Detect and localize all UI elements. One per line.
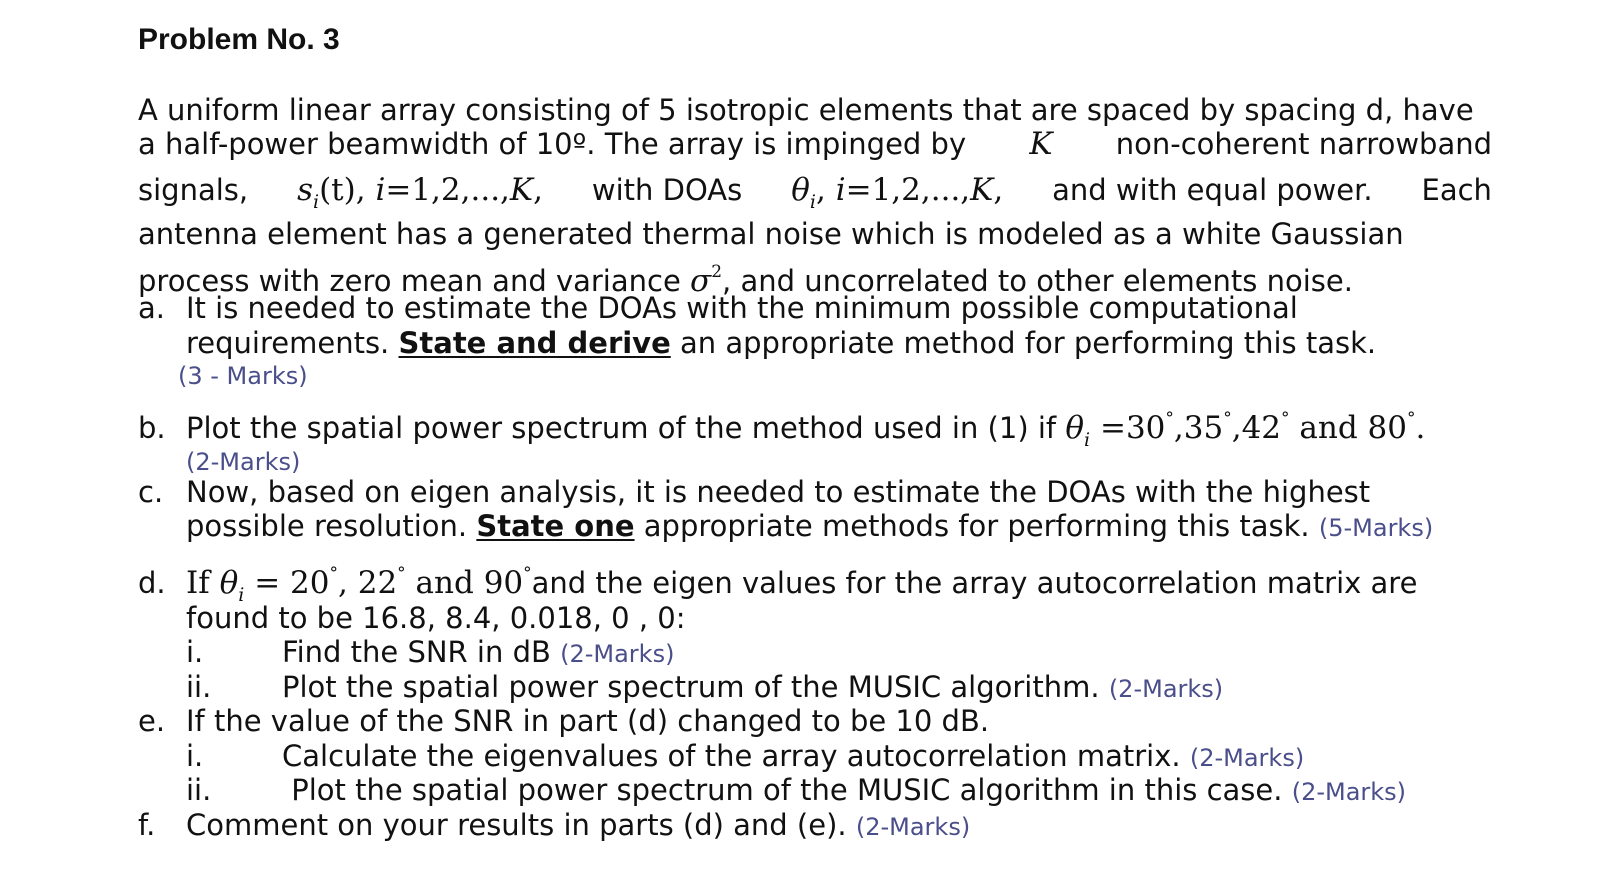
- part-e-item-1-marks: (2-Marks): [1189, 744, 1305, 772]
- intro-text-3d: Each: [1421, 173, 1492, 207]
- intro-text-2b: non-coherent narrowband: [1115, 127, 1492, 161]
- part-d-line-2: found to be 16.8, 8.4, 0.018, 0 , 0:: [186, 601, 686, 635]
- part-b-text: Plot the spatial power spectrum of the method used in (1) if: [186, 411, 1057, 445]
- part-a-line-1: [186, 290, 1492, 326]
- intro-line-3: [138, 172, 1492, 220]
- part-f-line: [138, 807, 970, 845]
- part-e-text: If the value of the SNR in part (d) changed to be 10 dB.: [186, 704, 990, 738]
- part-a-text-1: It is needed to estimate the DOAs with the minimum possible computational: [186, 291, 1298, 325]
- part-c-label: c.: [138, 475, 164, 509]
- part-e-item-2-text: Plot the spatial power spectrum of the MUSIC algorithm in this case.: [282, 773, 1283, 807]
- math-b-angles: $\theta_i =30^\circ,35^\circ,42^\circ$ and 80°.: [1065, 409, 1426, 451]
- part-e-item-2: [186, 772, 1406, 810]
- math-doas: $\theta_i$, i=1,2,...,K,: [791, 172, 1004, 213]
- part-e-label: e.: [138, 704, 166, 738]
- intro-text-3c: and with equal power.: [1052, 173, 1373, 207]
- part-d-item-2: [186, 669, 1223, 707]
- intro-text-1: A uniform linear array consisting of 5 isotropic elements that are spaced by spacing d, have: [138, 93, 1474, 127]
- part-a-line-2: [186, 325, 1376, 361]
- part-c-line-1: [138, 474, 1370, 510]
- part-b-label: b.: [138, 411, 166, 445]
- part-c-marks: (5-Marks): [1318, 514, 1434, 542]
- part-f-marks: (2-Marks): [855, 813, 971, 841]
- part-e-item-2-marks: (2-Marks): [1291, 778, 1407, 806]
- intro-text-3b: with DOAs: [591, 173, 743, 207]
- part-e-item-1: [186, 738, 1304, 776]
- part-d-item-2-text: Plot the spatial power spectrum of the MUSIC algorithm.: [282, 670, 1100, 704]
- part-a-emphasis: State and derive: [398, 326, 671, 360]
- math-signals: $s_i(t)$, i=1,2,...,K,: [297, 172, 543, 213]
- part-d-item-2-num: ii.: [186, 670, 212, 704]
- intro-text-5a: process with zero mean and variance: [138, 264, 681, 298]
- intro-line-2: [138, 126, 1492, 162]
- intro-text-4: antenna element has a generated thermal noise which is modeled as a white Gaussian: [138, 217, 1404, 251]
- part-d-item-1-marks: (2-Marks): [560, 640, 675, 668]
- part-d-text-1: and the eigen values for the array autocorrelation matrix are: [531, 566, 1418, 600]
- part-d-item-1-num: i.: [186, 635, 204, 669]
- part-e-line: [138, 703, 989, 739]
- part-f-label: f.: [138, 808, 156, 842]
- part-d-item-2-marks: (2-Marks): [1108, 675, 1224, 703]
- part-e-item-1-text: Calculate the eigenvalues of the array autocorrelation matrix.: [282, 739, 1181, 773]
- math-d-angles: If $\theta_i = 20^\circ$, 22° and 90°: [186, 564, 532, 606]
- math-K: K: [1029, 126, 1053, 162]
- part-c-text-2a: possible resolution.: [186, 509, 468, 543]
- intro-text-5b: , and uncorrelated to other elements noise.: [722, 264, 1353, 298]
- intro-text-3a: signals,: [138, 173, 249, 207]
- part-e-item-2-num: ii.: [186, 773, 212, 807]
- page-title: Problem No. 3: [138, 23, 340, 56]
- intro-line-4: [138, 216, 1492, 252]
- part-c-emphasis: State one: [476, 509, 635, 543]
- part-c-text-1: Now, based on eigen analysis, it is needed to estimate the DOAs with the highest: [186, 475, 1371, 509]
- intro-line-1: [138, 92, 1492, 128]
- part-a-marks: (3 - Marks): [178, 362, 308, 390]
- part-d-item-1-text: Find the SNR in dB: [282, 635, 551, 669]
- math-variance: $\sigma^2$: [690, 262, 723, 299]
- part-b-line: [138, 401, 1425, 458]
- part-f-text: Comment on your results in parts (d) and (e).: [186, 808, 847, 842]
- part-c-text-2b: appropriate methods for performing this task.: [643, 509, 1310, 543]
- part-c-line-2: [186, 508, 1433, 546]
- part-a-text-2b: an appropriate method for performing this task.: [679, 326, 1377, 360]
- part-e-item-1-num: i.: [186, 739, 204, 773]
- part-a-label: a.: [138, 291, 165, 325]
- part-a-text-2a: requirements.: [186, 326, 390, 360]
- part-d-label: d.: [138, 566, 166, 600]
- part-d-item-1: [186, 634, 674, 672]
- intro-text-2a: a half-power beamwidth of 10º. The array is impinged by: [138, 127, 967, 161]
- part-b-marks: (2-Marks): [186, 448, 301, 476]
